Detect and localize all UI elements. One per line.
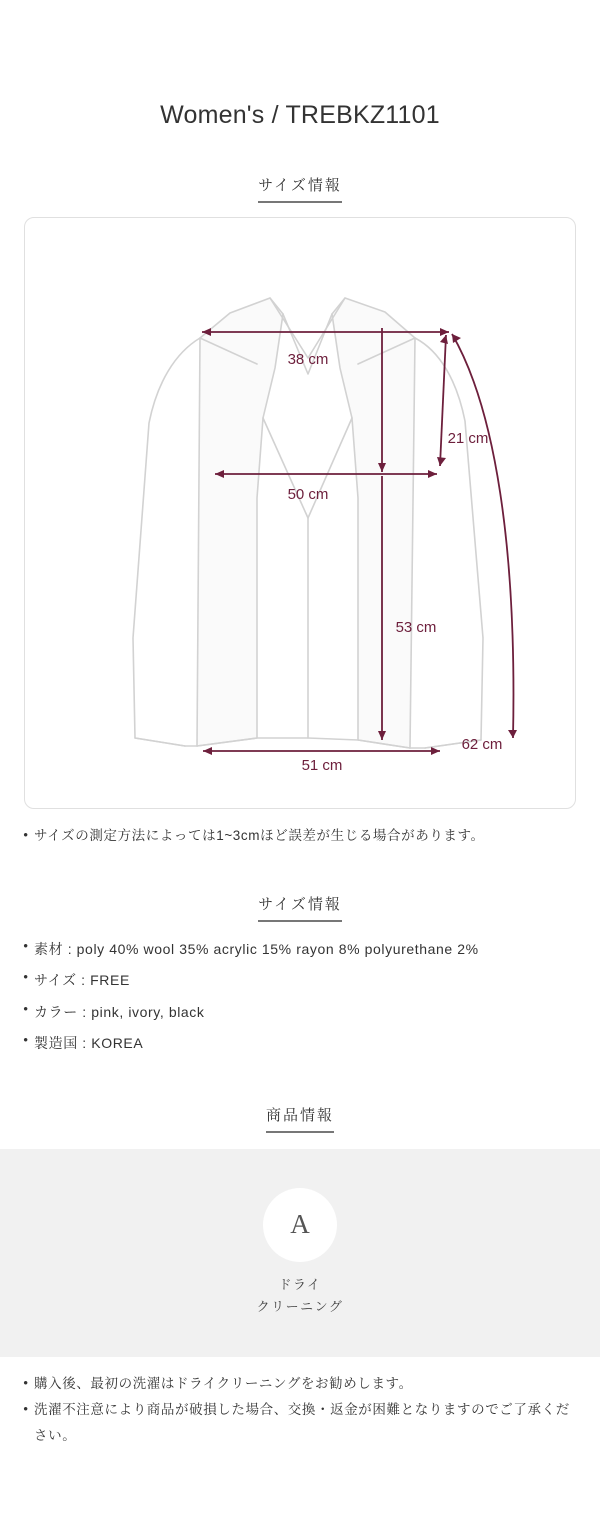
list-item xyxy=(18,965,582,997)
size-chart-heading-label: サイズ情報 xyxy=(258,174,342,203)
size-info-heading-label: サイズ情報 xyxy=(258,893,342,922)
size-chart-panel xyxy=(24,217,576,809)
size-chart-note-text: サイズの測定方法によっては1~3cmほど誤差が生じる場合があります。 xyxy=(34,828,485,843)
page-title: Women's / TREBKZ1101 xyxy=(160,101,440,129)
note-item xyxy=(18,1371,582,1397)
size-chart-diagram xyxy=(25,218,591,808)
dry-clean-icon xyxy=(263,1188,337,1262)
bullet-icon: • xyxy=(23,1000,29,1016)
care-label-line2: クリーニング xyxy=(256,1298,344,1314)
bullet-icon: • xyxy=(23,1400,29,1416)
care-instruction-panel xyxy=(0,1149,600,1357)
size-info-origin: 製造国 : KOREA xyxy=(34,1035,144,1052)
measure-shoulder: 38 cm xyxy=(287,351,329,368)
care-notes xyxy=(18,1371,582,1450)
care-label-line1: ドライ xyxy=(278,1276,322,1292)
care-label xyxy=(257,1274,344,1318)
measure-sleeve: 62 cm xyxy=(461,736,503,753)
note-item xyxy=(18,823,582,849)
care-note-first: 購入後、最初の洗濯はドライクリーニングをお勧めします。 xyxy=(34,1375,413,1391)
list-item xyxy=(18,1028,582,1060)
product-size-page xyxy=(0,100,600,1450)
product-info-heading xyxy=(18,1104,582,1133)
bullet-icon: • xyxy=(23,827,29,842)
note-item xyxy=(18,1397,582,1450)
list-item xyxy=(18,997,582,1029)
bullet-icon: • xyxy=(23,969,29,985)
size-chart-notes xyxy=(18,823,582,849)
bullet-icon: • xyxy=(23,1374,29,1390)
measure-hem: 51 cm xyxy=(301,757,343,774)
product-info-heading-label: 商品情報 xyxy=(266,1104,334,1133)
size-info-material: 素材 : poly 40% wool 35% acrylic 15% rayon 8% polyurethane 2% xyxy=(34,940,479,957)
size-info-heading xyxy=(18,893,582,922)
dry-clean-icon-letter: A xyxy=(290,1209,310,1240)
size-info-size: サイズ : FREE xyxy=(34,972,130,989)
size-info-list xyxy=(18,934,582,1060)
measure-length: 53 cm xyxy=(395,619,437,636)
size-chart-heading xyxy=(18,174,582,203)
measure-chest: 50 cm xyxy=(287,486,329,503)
bullet-icon: • xyxy=(23,1032,29,1048)
care-note-second: 洗濯不注意により商品が破損した場合、交換・返金が困難となりますのでご了承ください。 xyxy=(34,1401,570,1444)
measure-sleeve-opening: 21 cm xyxy=(447,430,489,447)
bullet-icon: • xyxy=(23,937,29,953)
list-item xyxy=(18,934,582,966)
size-info-color: カラー : pink, ivory, black xyxy=(34,1003,205,1020)
